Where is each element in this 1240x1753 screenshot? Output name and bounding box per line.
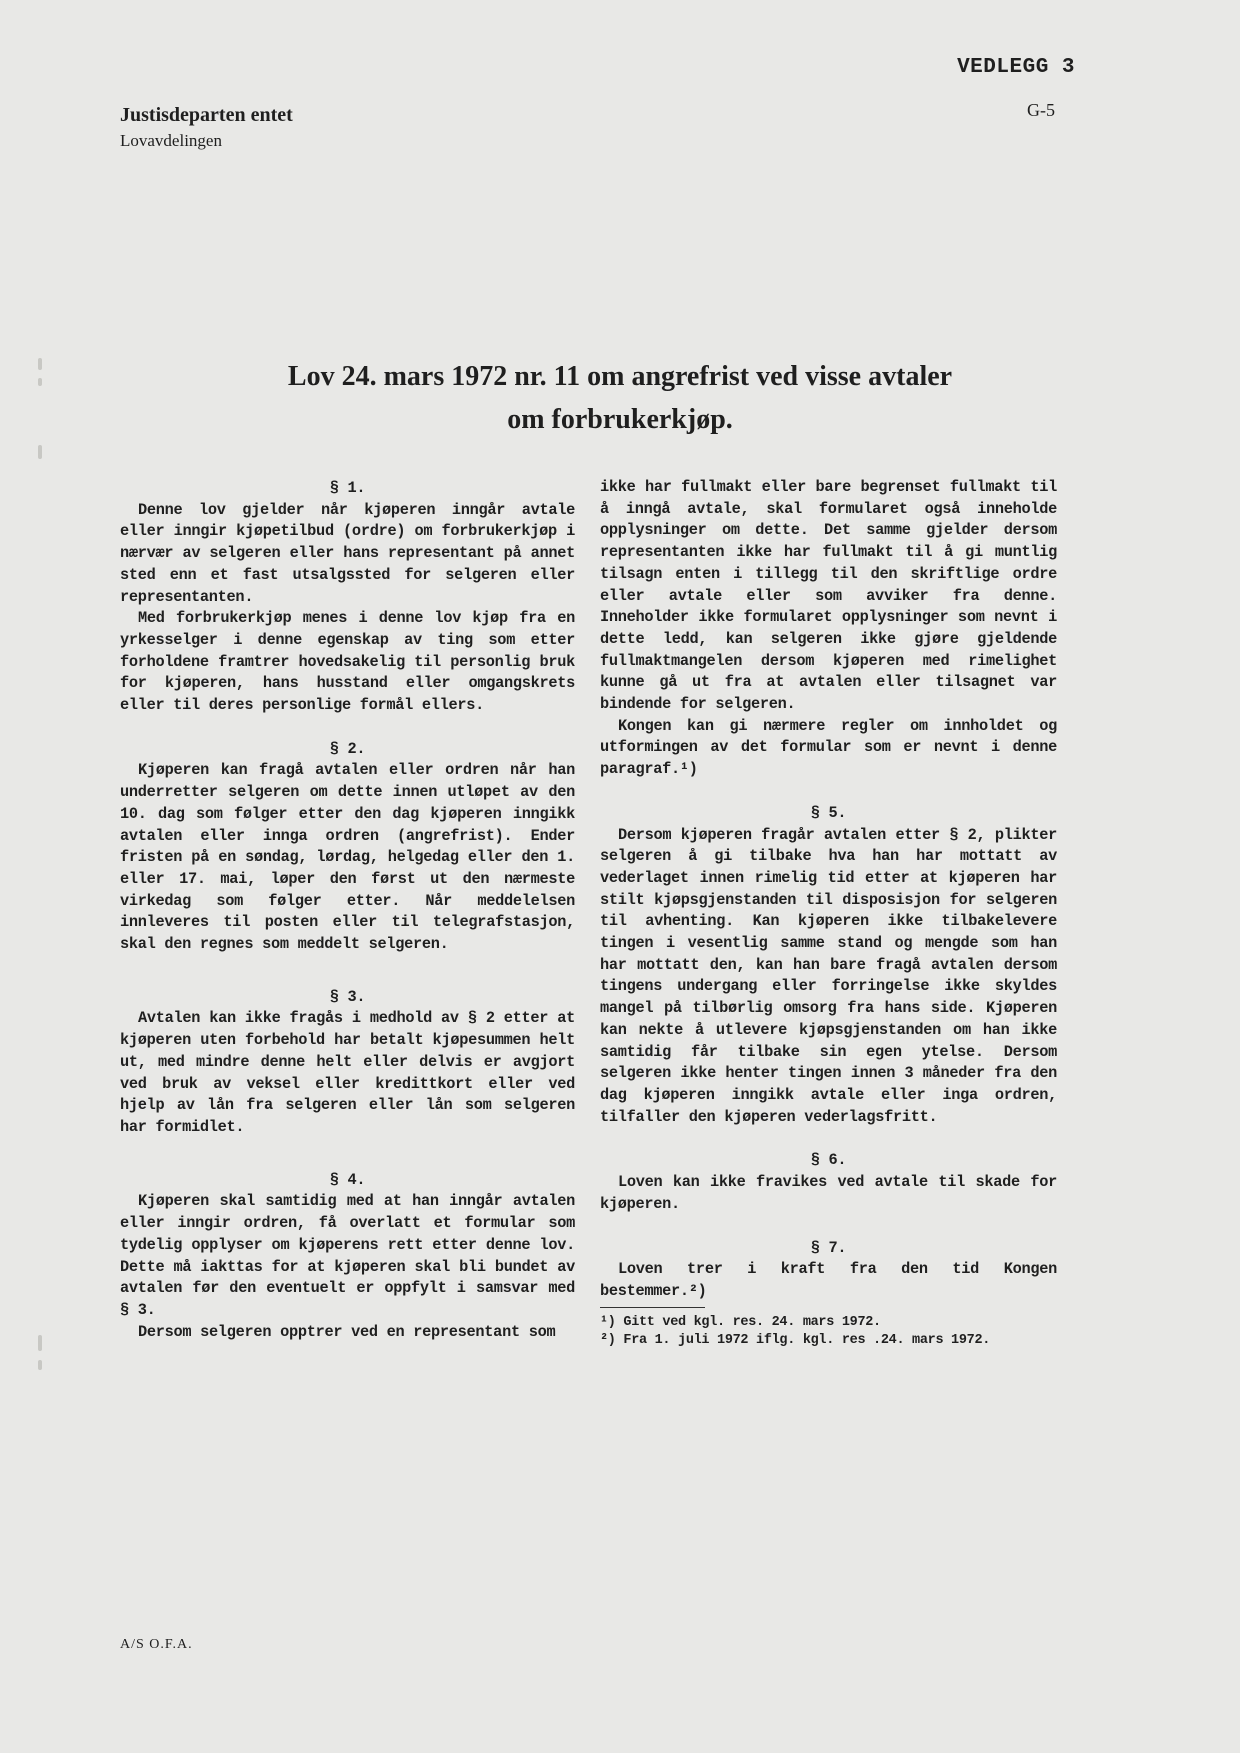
section-3-paragraph-1: Avtalen kan ikke fragås i medhold av § 2 etter at kjøperen uten forbehold har betalt kjøpesummen helt ut, med mindre denne helt eller delvis er avgjort ved bruk av veksel eller kredittkort eller ved hjelp av lån fra selgeren eller lån som selgeren har formidlet. <box>120 1009 575 1136</box>
section-4-heading: § 4. <box>329 1170 366 1189</box>
footnote-1: ¹) Gitt ved kgl. res. 24. mars 1972. <box>600 1314 881 1330</box>
law-title-line1: Lov 24. mars 1972 nr. 11 om angrefrist ved visse avtaler <box>287 361 953 392</box>
section-4-paragraph-2-continued: ikke har fullmakt eller bare begrenset fullmakt til å inngå avtale, skal formularet også inneholde opplysninger om dette. Det samme gjelder dersom representanten ikke har fullmakt til å gi muntlig tilsagn enten i tillegg til den skriftlige ordre eller avtale eller som avviker fra denne. Inneholder ikke formularet opplysninger som nevnt i dette ledd, kan selgeren ikke gjøre gjeldende fullmaktmangelen dersom kjøperen med rimelighet kunne gå ut fra at avtalen eller tilsagnet var bindende for selgeren. <box>600 478 1057 714</box>
section-5-paragraph-1: Dersom kjøperen fragår avtalen etter § 2, plikter selgeren å gi tilbake hva han har mottatt av vederlaget innen rimelig tid etter at kjøperen har stilt kjøpsgjenstanden til disposisjon for selgeren til avhenting. Kan kjøperen ikke tilbakelevere tingen i vesentlig samme stand og mengde som han har mottatt den, kan han bare fragå avtalen dersom tingens undergang eller forringelse ikke skyldes mangel på tilbørlig omsorg fra hans side. Kjøperen kan nekte å utlevere kjøpsgjenstanden om han ikke samtidig får tilbake sin egen ytelse. Dersom selgeren ikke henter tingen innen 3 måneder fra den dag kjøperen inngikk avtale eller inga ordren, tilfaller den kjøperen vederlagsfritt. <box>600 825 1057 1126</box>
section-6-paragraph-1: Loven kan ikke fravikes ved avtale til skade for kjøperen. <box>600 1173 1057 1213</box>
section-7-paragraph-1: Loven trer i kraft fra den tid Kongen bestemmer.²) <box>600 1260 1057 1300</box>
left-column <box>120 478 575 1343</box>
section-2-paragraph-1: Kjøperen kan fragå avtalen eller ordren når han underretter selgeren om dette innen utløpet av den 10. dag som følger etter den dag kjøperen inngikk avtalen eller innga ordren (angrefrist). Ender fristen på en søndag, lørdag, helgedag eller den 1. eller 17. mai, løper den først ut den nærmeste virkedag som følger etter. Når meddelelsen innleveres til posten eller til telegrafstasjon, skal den regnes som meddelt selgeren. <box>120 761 575 954</box>
department-name: Justisdeparten entet <box>120 104 293 126</box>
section-3-heading: § 3. <box>329 987 366 1006</box>
section-6-heading: § 6. <box>810 1151 847 1170</box>
section-2-heading: § 2. <box>329 739 366 758</box>
section-5-heading: § 5. <box>810 803 847 822</box>
footnote-2: ²) Fra 1. juli 1972 iflg. kgl. res .24. mars 1972. <box>600 1332 991 1348</box>
right-column <box>600 477 1057 1350</box>
section-4-paragraph-2-start: Dersom selgeren opptrer ved en representant som <box>138 1322 556 1341</box>
law-title <box>160 355 1080 441</box>
section-4-paragraph-1: Kjøperen skal samtidig med at han inngår avtalen eller inngir ordren, få overlatt et formular som tydelig opplyser om kjøperens rett etter denne lov. Dette må iakttas for at kjøperen skal bli bundet av avtalen før den eventuelt er oppfylt i samsvar med § 3. <box>120 1192 575 1319</box>
attachment-label: VEDLEGG 3 <box>957 56 1075 79</box>
section-1-heading: § 1. <box>329 479 366 497</box>
section-4-paragraph-3: Kongen kan gi nærmere regler om innholdet og utformingen av det formular som er nevnt i denne paragraf.¹) <box>600 716 1057 779</box>
law-title-line2: om forbrukerkjøp. <box>507 404 733 435</box>
footnote-divider <box>600 1307 705 1308</box>
printer-mark: A/S O.F.A. <box>120 1637 193 1652</box>
section-7-heading: § 7. <box>810 1238 847 1257</box>
division-name: Lovavdelingen <box>120 131 222 150</box>
document-code: G-5 <box>1027 100 1055 120</box>
section-1-paragraph-1: Denne lov gjelder når kjøperen inngår avtale eller inngir kjøpetilbud (ordre) om forbrukerkjøp i nærvær av selgeren eller hans representant på annet sted enn et fast utsalgssted for selgeren eller representanten. <box>120 500 575 606</box>
section-1-paragraph-2: Med forbrukerkjøp menes i denne lov kjøp fra en yrkesselger i denne egenskap av ting som etter forholdene framtrer hovedsakelig til personlig bruk for kjøperen, hans husstand eller omgangskrets eller til deres personlige formål ellers. <box>120 609 575 715</box>
